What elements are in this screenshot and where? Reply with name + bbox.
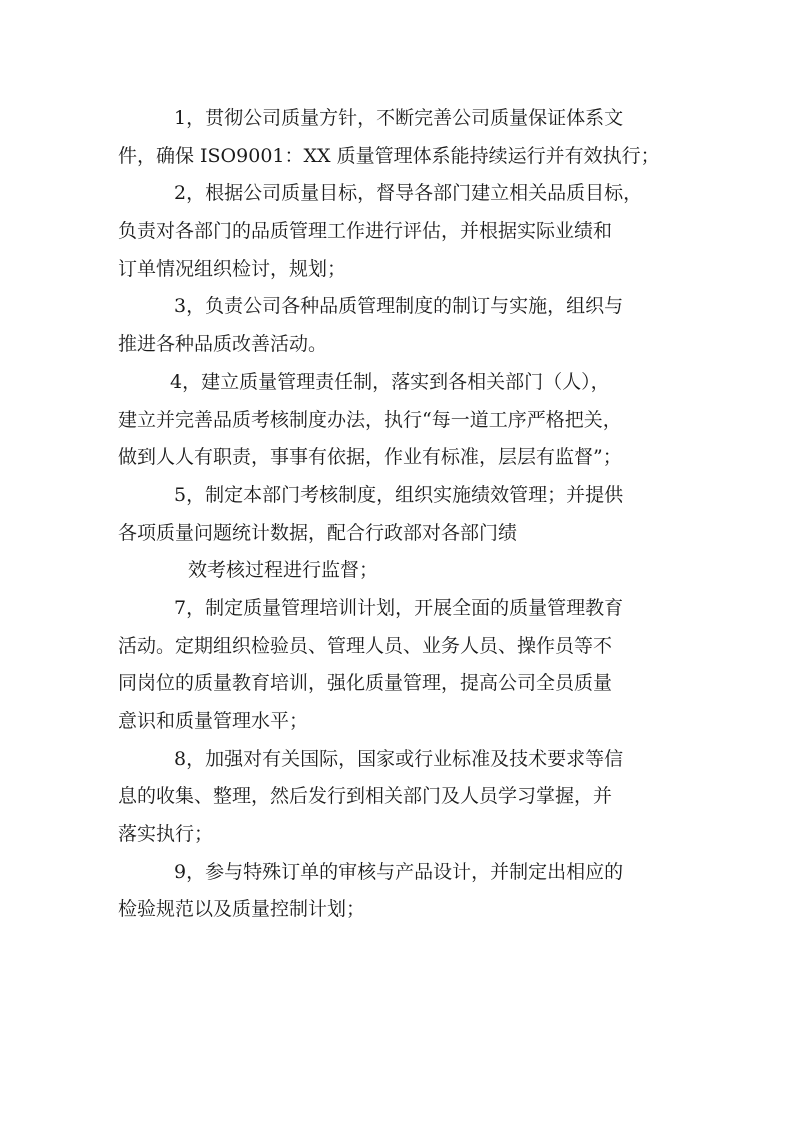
text-line: 5，制定本部门考核制度，组织实施绩效管理；并提供 xyxy=(174,483,624,506)
text-line: 2，根据公司质量目标，督导各部门建立相关品质目标， xyxy=(174,182,643,205)
text-line: 4，建立质量管理责任制，落实到各相关部门（人）， xyxy=(170,370,610,393)
text-line: 建立并完善品质考核制度办法，执行“每一道工序严格把关， xyxy=(118,408,622,431)
text-line: 检验规范以及质量控制计划； xyxy=(118,898,366,921)
text-line: 活动。定期组织检验员、管理人员、业务人员、操作员等不 xyxy=(118,634,613,657)
text-line: 做到人人有职责，事事有依据，作业有标准，层层有监督”； xyxy=(118,446,622,469)
text-line: 效考核过程进行监督； xyxy=(188,559,379,582)
text-line: 各项质量问题统计数据，配合行政部对各部门绩 xyxy=(118,521,518,544)
text-line: 落实执行； xyxy=(118,823,214,846)
text-line: 3，负责公司各种品质管理制度的制订与实施，组织与 xyxy=(174,295,624,318)
text-line: 8，加强对有关国际，国家或行业标准及技术要求等信 xyxy=(174,747,624,770)
text-line: 订单情况组织检讨，规划； xyxy=(118,257,347,280)
text-line: 7，制定质量管理培训计划，开展全面的质量管理教育 xyxy=(174,596,624,619)
text-line: 推进各种品质改善活动。 xyxy=(118,333,328,356)
text-line: 息的收集、整理，然后发行到相关部门及人员学习掌握，并 xyxy=(118,785,613,808)
text-line: 9，参与特殊订单的审核与产品设计，并制定出相应的 xyxy=(174,860,624,883)
text-line: 意识和质量管理水平； xyxy=(118,710,309,732)
text-line: 负责对各部门的品质管理工作进行评估，并根据实际业绩和 xyxy=(118,220,613,243)
text-line: 同岗位的质量教育培训，强化质量管理，提高公司全员质量 xyxy=(118,672,613,695)
document-body xyxy=(118,100,678,929)
text-line: 件，确保 ISO9001：XX 质量管理体系能持续运行并有效执行； xyxy=(118,144,660,167)
text-line: 1，贯彻公司质量方针，不断完善公司质量保证体系文 xyxy=(174,107,624,129)
